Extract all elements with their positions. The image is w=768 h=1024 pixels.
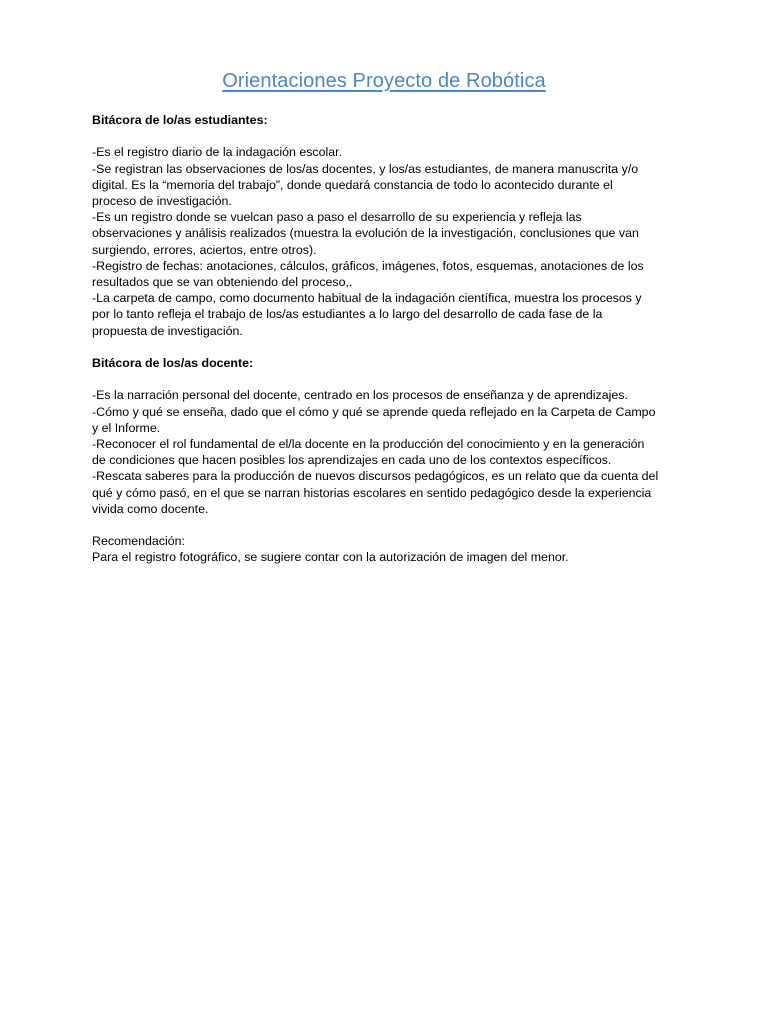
paragraph-line: digital. Es la “memoria del trabajo”, donde quedará constancia de todo lo acontecido durante el (92, 177, 613, 192)
paragraph-line: propuesta de investigación. (92, 323, 243, 338)
paragraph-line: -Se registran las observaciones de los/as docentes, y los/as estudiantes, de manera manuscrita y/o (92, 161, 639, 176)
section-heading-estudiantes: Bitácora de lo/as estudiantes: (92, 113, 268, 127)
recommendation-label: Recomendación: (92, 534, 185, 549)
paragraph-line: proceso de investigación. (92, 194, 232, 208)
section-docentes-text (92, 387, 692, 517)
document-body (92, 112, 692, 566)
paragraph-line: y el Informe. (92, 420, 161, 435)
paragraph-line: -Es la narración personal del docente, centrado en los procesos de enseñanza y de aprendizajes. (92, 388, 628, 403)
recommendation-text: Para el registro fotográfico, se sugiere contar con la autorización de imagen del menor. (92, 550, 569, 565)
section-heading-docentes: Bitácora de los/as docente: (92, 356, 254, 371)
paragraph-line: observaciones y análisis realizados (muestra la evolución de la investigación, conclusiones que van (92, 226, 639, 241)
paragraph-line: de condiciones que hacen posibles los aprendizajes en cada uno de los contextos específicos. (92, 453, 612, 468)
paragraph-line: surgiendo, errores, aciertos, entre otros). (92, 242, 317, 257)
paragraph-line: vivida como docente. (92, 501, 209, 516)
section-estudiantes-text (92, 144, 692, 338)
paragraph-line: -Cómo y qué se enseña, dado que el cómo y qué se aprende queda reflejado en la Carpeta de Campo (92, 404, 656, 419)
paragraph-line: -Reconocer el rol fundamental de el/la docente en la producción del conocimiento y en la generación (92, 437, 645, 452)
paragraph-line: -Es un registro donde se vuelcan paso a paso el desarrollo de su experiencia y refleja las (92, 210, 582, 225)
paragraph-line: -Registro de fechas: anotaciones, cálculos, gráficos, imágenes, fotos, esquemas, anotaciones de los (92, 258, 644, 273)
document-title: Orientaciones Proyecto de Robótica (222, 70, 546, 92)
paragraph-line: resultados que se van obteniendo del proceso,. (92, 275, 353, 290)
paragraph-line: -La carpeta de campo, como documento habitual de la indagación científica, muestra los procesos y (92, 291, 642, 306)
paragraph-line: por lo tanto refleja el trabajo de los/as estudiantes a lo largo del desarrollo de cada fase de la (92, 307, 603, 322)
paragraph-line: -Es el registro diario de la indagación escolar. (92, 145, 343, 160)
paragraph-line: qué y cómo pasó, en el que se narran historias escolares en sentido pedagógico desde la experiencia (92, 485, 652, 500)
paragraph-line: -Rescata saberes para la producción de nuevos discursos pedagógicos, es un relato que da cuenta del (92, 469, 659, 484)
